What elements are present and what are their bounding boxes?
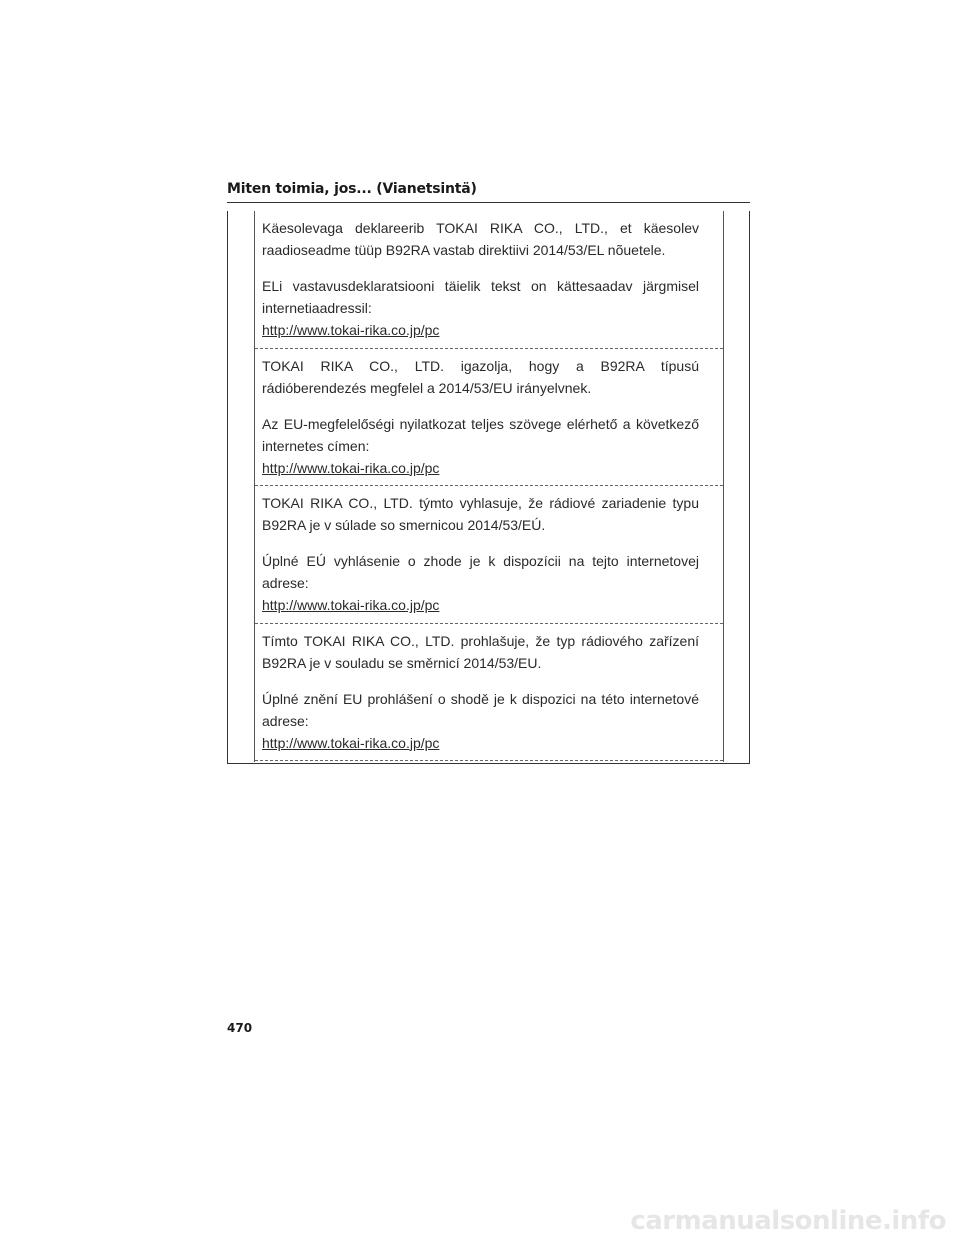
declaration-link[interactable]: http://www.tokai-rika.co.jp/pc [262,734,440,751]
declaration-statement: Käesolevaga deklareerib TOKAI RIKA CO., LTD., et käesolev raadioseadme tüüp B92RA vastab direktiivi 2014/53/EL nõuetele. [262,220,699,258]
declaration-column [254,211,724,762]
declaration-availability: ELi vastavusdeklaratsiooni täielik tekst on kättesaadav järgmisel internetiaadressil: [262,278,699,316]
declaration-statement: TOKAI RIKA CO., LTD. týmto vyhlasuje, že rádiové zariadenie typu B92RA je v súlade so smernicou 2014/53/EÚ. [262,495,699,533]
declaration-link[interactable]: http://www.tokai-rika.co.jp/pc [262,322,440,338]
declaration-availability: Úplné EÚ vyhlásenie o zhode je k dispozícii na tejto internetovej adrese: [262,553,699,591]
page-title: Miten toimia, jos... (Vianetsintä) [227,181,477,197]
declaration-table [227,211,750,764]
page-header [227,180,750,203]
declaration-availability: Úplné znění EU prohlášení o shodě je k dispozici na této internetové adrese: [262,690,699,729]
declaration-availability: Az EU-megfelelőségi nyilatkozat teljes szövege elérhető a következő internetes címen: [262,415,699,454]
declaration-section-czech [255,624,723,762]
declaration-link[interactable]: http://www.tokai-rika.co.jp/pc [262,597,440,613]
declaration-statement: TOKAI RIKA CO., LTD. igazolja, hogy a B92RA típusú rádióberendezés megfelel a 2014/53/EU irányelvnek. [262,357,699,396]
declaration-statement: Tímto TOKAI RIKA CO., LTD. prohlašuje, že typ rádiového zařízení B92RA je v souladu se směrnicí 2014/53/EU. [262,632,699,671]
page-number: 470 [227,1021,253,1035]
declaration-link[interactable]: http://www.tokai-rika.co.jp/pc [262,459,440,476]
declaration-section-estonian [255,211,723,349]
declaration-section-slovak [255,486,723,624]
watermark: carmanualsonline.info [630,1206,946,1236]
declaration-section-hungarian [255,349,723,487]
